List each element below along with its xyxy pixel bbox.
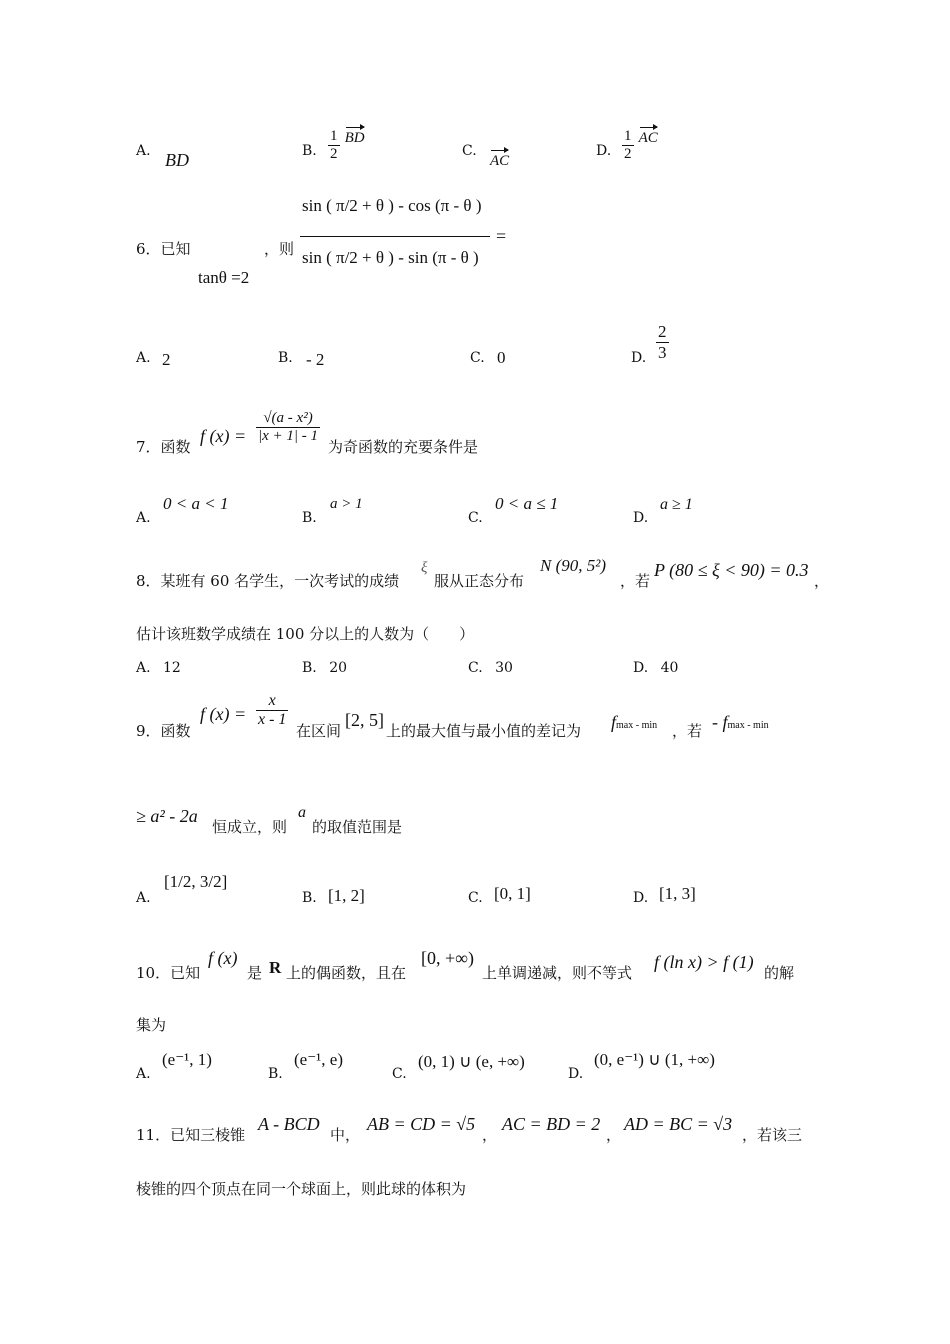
q10-text-mid: 是 <box>247 964 263 982</box>
q7-option-b-label: B. <box>302 510 317 526</box>
q9-option-d-label: D. <box>633 890 649 906</box>
q7-option-d-label: D. <box>633 510 649 526</box>
q9-option-a-label: A. <box>136 890 151 906</box>
q8-option-d-label: D. <box>633 660 649 676</box>
q7-fraction <box>256 410 320 445</box>
q9-number: 9．函数 <box>136 722 191 740</box>
q6-option-d-den: 3 <box>658 343 667 362</box>
q10-function: f (x) <box>208 948 238 968</box>
q9-text-mid3: ，若 <box>672 722 703 740</box>
q9-neg-fmm <box>712 712 769 733</box>
q5-option-d-fraction <box>622 128 634 163</box>
q9-text-mid2: 上的最大值与最小值的差记为 <box>386 722 582 740</box>
q8-option-d-value: 40 <box>660 660 679 676</box>
q11-line2: 棱锥的四个顶点在同一个球面上，则此球的体积为 <box>136 1180 467 1198</box>
q8-text-b: 服从正态分布 <box>434 572 525 590</box>
q5-option-a-label: A. <box>136 143 151 159</box>
q6-then: ，则 <box>264 240 295 258</box>
q10-option-d-value: (0, e⁻¹) ∪ (1, +∞) <box>594 1050 715 1069</box>
q11-tail: ，若该三 <box>742 1126 803 1144</box>
q5-option-a <box>136 143 151 159</box>
q8-option-b-value: 20 <box>329 660 348 676</box>
q9-fraction <box>256 692 288 729</box>
q9-option-b-label: B. <box>302 890 317 906</box>
q8-text-a: 8．某班有 60 名学生，一次考试的成绩 <box>136 572 400 590</box>
q5-option-d-num: 1 <box>624 128 632 144</box>
q10-option-b-label: B. <box>268 1066 283 1082</box>
q6-fraction-bar <box>300 236 490 237</box>
q6-denominator: sin ( π/2 + θ ) - sin (π - θ ) <box>302 248 479 267</box>
q5-option-b-num: 1 <box>330 128 338 144</box>
q11-number: 11．已知三棱锥 <box>136 1126 246 1144</box>
q10-number: 10．已知 <box>136 964 201 982</box>
q5-option-b-den: 2 <box>330 146 338 162</box>
q9-fmm-sub: max - min <box>616 720 658 731</box>
q10-option-a-value: (e⁻¹, 1) <box>162 1050 212 1069</box>
q8-option-a-label: A. <box>136 660 151 676</box>
q10-option-d-label: D. <box>568 1066 584 1082</box>
q8-option-a-value: 12 <box>163 660 181 676</box>
q9-fmm <box>611 712 657 733</box>
q7-option-c-label: C. <box>468 510 483 526</box>
q6-option-c-value: 0 <box>497 348 506 367</box>
q11-sep2: ， <box>606 1126 622 1144</box>
q7-function: f (x) = <box>200 426 247 446</box>
q8-option-c <box>468 660 513 676</box>
q10-option-c-label: C. <box>392 1066 407 1082</box>
q9-line2-math: ≥ a² - 2a <box>136 806 198 826</box>
q7-option-d-value: a ≥ 1 <box>660 496 693 513</box>
q9-fmm-f: f <box>611 712 617 732</box>
q5-option-d-value <box>622 128 658 163</box>
q11-eq1: AB = CD = √5 <box>367 1114 476 1134</box>
q5-option-d-den: 2 <box>624 146 632 162</box>
q8-distribution: N (90, 5²) <box>540 556 607 575</box>
q5-option-a-value: BD <box>165 150 189 170</box>
q7-fraction-body <box>256 410 320 445</box>
q5-option-c-label: C. <box>462 143 477 159</box>
q9-line2-text-b: 的取值范围是 <box>312 818 403 836</box>
q9-function: f (x) = <box>200 704 247 724</box>
q11-tetrahedron: A - BCD <box>258 1114 320 1134</box>
q5-option-c-vector: AC <box>490 153 510 169</box>
q8-text-line2: 估计该班数学成绩在 100 分以上的人数为（ ） <box>136 625 475 643</box>
q9-option-c-label: C. <box>468 890 483 906</box>
q10-line2: 集为 <box>136 1016 167 1034</box>
q10-interval: [0, +∞) <box>421 948 474 968</box>
q10-option-a-label: A. <box>136 1066 151 1082</box>
q8-xi: ξ <box>421 560 428 576</box>
q8-option-b <box>302 660 347 676</box>
q6-option-d-num: 2 <box>658 322 667 341</box>
q9-option-c-value: [0, 1] <box>494 884 531 903</box>
q9-option-d-value: [1, 3] <box>659 884 696 903</box>
q6-number: 6．已知 <box>136 240 191 258</box>
q7-numerator: √(a - x²) <box>263 410 313 426</box>
q6-equals: = <box>496 226 507 246</box>
q6-option-a-label: A. <box>136 350 151 366</box>
q5-option-b-fraction <box>328 128 340 163</box>
q9-denominator: x - 1 <box>258 711 287 728</box>
q5-option-b-value <box>328 128 365 163</box>
q8-text-c: ，若 <box>620 572 651 590</box>
q8-probability: P (80 ≤ ξ < 90) = 0.3 <box>654 560 809 580</box>
q5-option-b-vector: BD <box>344 130 365 146</box>
q8-option-d <box>633 660 678 676</box>
q9-neg-fmm-sub: max - min <box>727 720 769 731</box>
q7-option-a-label: A. <box>136 510 151 526</box>
q10-option-b-value: (e⁻¹, e) <box>294 1050 343 1069</box>
q11-eq3: AD = BC = √3 <box>624 1114 733 1134</box>
q9-line2-text-a: 恒成立，则 <box>212 818 288 836</box>
q10-tail: 的解 <box>764 964 795 982</box>
q6-option-b-value: - 2 <box>306 350 325 369</box>
q9-neg-fmm-f: - f <box>712 712 728 732</box>
q7-number: 7．函数 <box>136 438 191 456</box>
q8-option-c-label: C. <box>468 660 483 676</box>
q5-option-d-label: D. <box>596 143 612 159</box>
q7-option-a-value: 0 < a < 1 <box>163 494 229 513</box>
q5-option-b-label: B. <box>302 143 317 159</box>
q8-option-a <box>136 660 181 676</box>
q10-R: R <box>269 958 282 977</box>
q8-text-d: ， <box>814 572 830 590</box>
q6-option-d-label: D. <box>631 350 647 366</box>
q6-option-d-value <box>656 322 669 363</box>
q11-eq2: AC = BD = 2 <box>502 1114 601 1134</box>
q9-interval: [2, 5] <box>345 710 384 730</box>
q6-numerator: sin ( π/2 + θ ) - cos (π - θ ) <box>302 196 482 215</box>
q6-option-b-label: B. <box>278 350 293 366</box>
q7-denominator: |x + 1| - 1 <box>258 428 319 444</box>
q5-option-d-vector: AC <box>638 130 658 146</box>
q6-condition: tanθ =2 <box>198 268 250 287</box>
q9-fraction-body <box>256 692 288 729</box>
q8-option-b-label: B. <box>302 660 317 676</box>
q10-option-c-value: (0, 1) ∪ (e, +∞) <box>418 1052 525 1071</box>
q6-option-a-value: 2 <box>162 350 171 369</box>
q8-option-c-value: 30 <box>495 660 513 676</box>
q11-sep1: ， <box>482 1126 498 1144</box>
q7-option-c-value: 0 < a ≤ 1 <box>495 494 559 513</box>
q5-option-c-value <box>490 150 509 170</box>
q6-option-c-label: C. <box>470 350 485 366</box>
q7-option-b-value: a > 1 <box>330 496 363 512</box>
q9-option-a-value: [1/2, 3/2] <box>164 872 228 891</box>
q10-text-mid2: 上的偶函数，且在 <box>286 964 407 982</box>
q9-text-mid: 在区间 <box>296 722 342 740</box>
q9-numerator: x <box>268 692 276 709</box>
q11-text-mid: 中， <box>330 1126 361 1144</box>
q9-option-b-value: [1, 2] <box>328 886 365 905</box>
q10-inequality: f (ln x) > f (1) <box>654 952 754 972</box>
q7-tail: 为奇函数的充要条件是 <box>328 438 479 456</box>
q10-text-mid3: 上单调递减，则不等式 <box>482 964 633 982</box>
q6-option-d-fraction <box>656 322 669 363</box>
q9-a: a <box>298 804 306 821</box>
